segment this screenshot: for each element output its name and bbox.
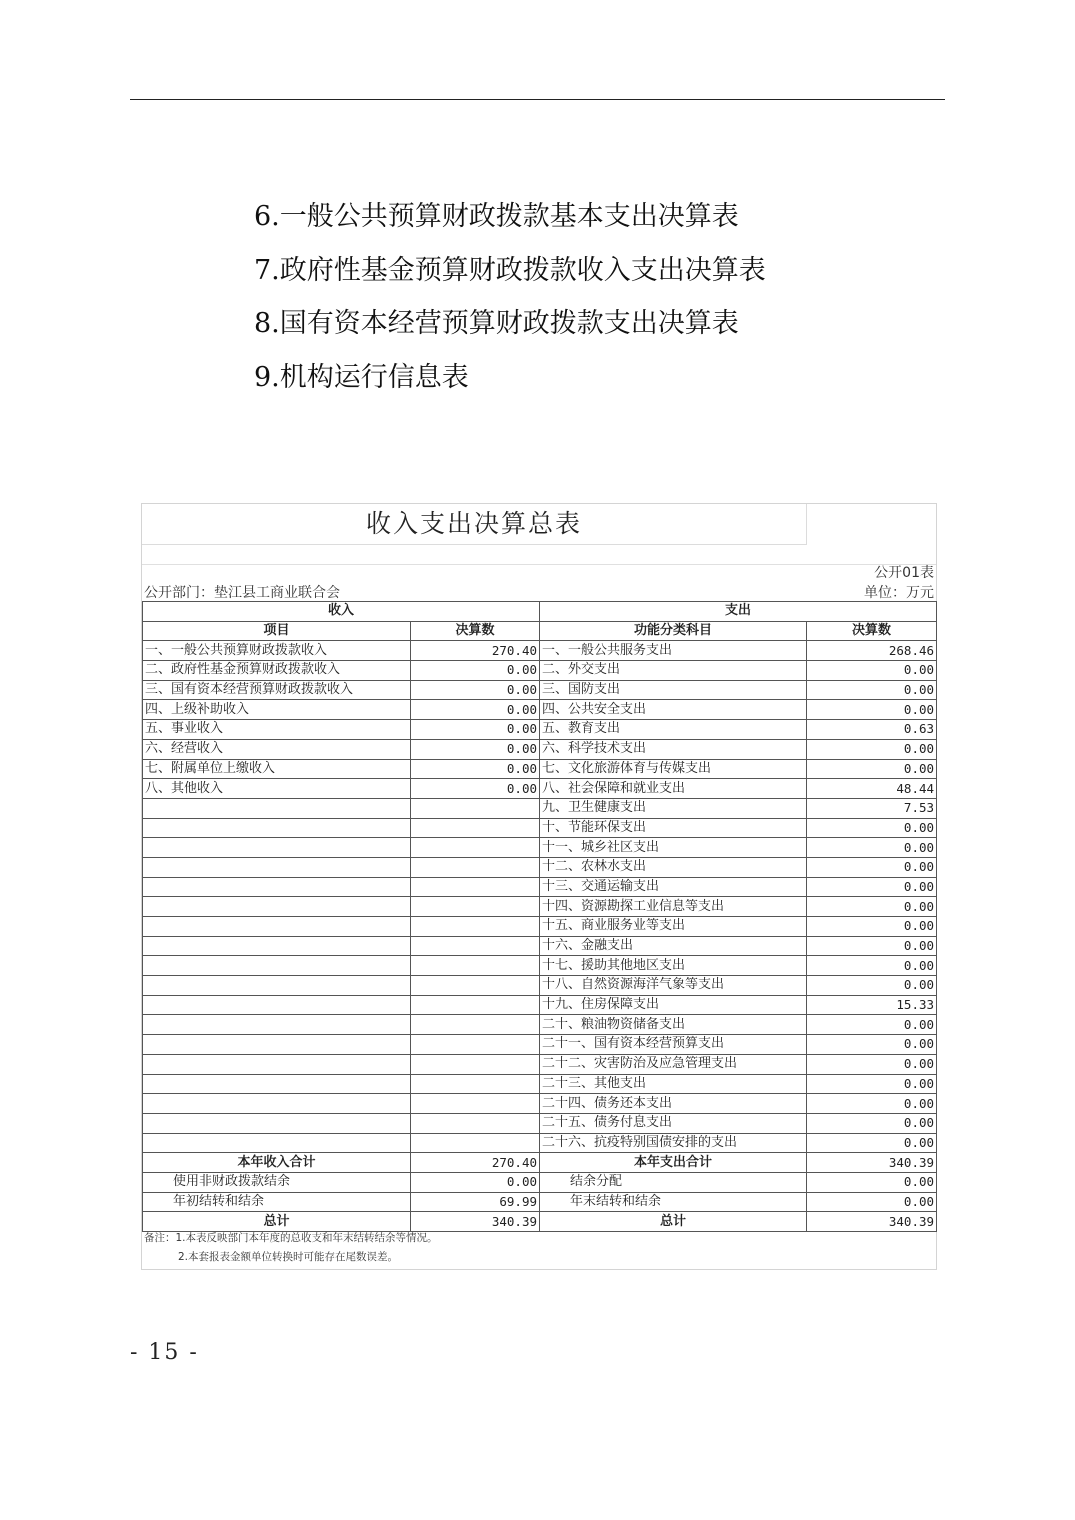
income-amount-cell <box>411 956 540 976</box>
table-number: 公开01表 <box>874 565 934 581</box>
income-item-cell: 三、国有资本经营预算财政拨款收入 <box>143 680 411 700</box>
expense-amount-cell: 0.00 <box>807 680 937 700</box>
expense-item-cell: 十、节能环保支出 <box>540 818 807 838</box>
income-item-cell: 五、事业收入 <box>143 720 411 740</box>
expense-amount-cell: 0.00 <box>807 759 937 779</box>
expense-item-cell: 二、外交支出 <box>540 661 807 681</box>
nonfiscal-label: 使用非财政拨款结余 <box>143 1172 411 1192</box>
table-row <box>143 1035 937 1055</box>
expense-amount-cell: 0.00 <box>807 1094 937 1114</box>
table-row <box>143 641 937 661</box>
income-item-cell <box>143 1113 411 1133</box>
income-item-cell: 八、其他收入 <box>143 779 411 799</box>
income-amount-cell <box>411 995 540 1015</box>
header-rule <box>130 99 945 100</box>
department-label: 公开部门：垫江县工商业联合会 <box>144 585 340 601</box>
surplus-value: 0.00 <box>807 1172 937 1192</box>
income-amount-cell <box>411 897 540 917</box>
income-amount-cell <box>411 818 540 838</box>
income-header: 收入 <box>143 602 540 622</box>
expense-item-cell: 八、社会保障和就业支出 <box>540 779 807 799</box>
income-amount-cell <box>411 1015 540 1035</box>
section-header-row <box>143 602 937 622</box>
income-amount-cell <box>411 1035 540 1055</box>
table-row <box>143 976 937 996</box>
income-item-cell <box>143 1054 411 1074</box>
expense-item-cell: 二十四、债务还本支出 <box>540 1094 807 1114</box>
expense-item-cell: 一、一般公共服务支出 <box>540 641 807 661</box>
income-item-cell <box>143 897 411 917</box>
expense-item-cell: 二十六、抗疫特别国债安排的支出 <box>540 1133 807 1153</box>
table-row <box>143 739 937 759</box>
col-item-header: 项目 <box>143 621 411 641</box>
table-row <box>143 1054 937 1074</box>
table-row <box>143 917 937 937</box>
income-item-cell: 七、附属单位上缴收入 <box>143 759 411 779</box>
expense-total-value: 340.39 <box>807 1153 937 1173</box>
table-row <box>143 1113 937 1133</box>
expense-amount-cell: 0.00 <box>807 897 937 917</box>
income-item-cell <box>143 995 411 1015</box>
table-row <box>143 995 937 1015</box>
expense-amount-cell: 0.00 <box>807 976 937 996</box>
expense-amount-cell: 15.33 <box>807 995 937 1015</box>
col-amount-header: 决算数 <box>411 621 540 641</box>
income-item-cell <box>143 818 411 838</box>
income-amount-cell <box>411 917 540 937</box>
expense-item-cell: 二十五、债务付息支出 <box>540 1113 807 1133</box>
expense-item-cell: 二十三、其他支出 <box>540 1074 807 1094</box>
page-number: - 15 - <box>130 1340 199 1365</box>
income-amount-cell <box>411 1074 540 1094</box>
note-line: 备注：1.本表反映部门本年度的总收支和年末结转结余等情况。 <box>144 1232 438 1244</box>
income-amount-cell: 0.00 <box>411 700 540 720</box>
expense-amount-cell: 0.00 <box>807 1035 937 1055</box>
begin-balance-value: 69.99 <box>411 1192 540 1212</box>
income-amount-cell <box>411 798 540 818</box>
income-item-cell <box>143 936 411 956</box>
table-row <box>143 838 937 858</box>
total-row <box>143 1153 937 1173</box>
income-amount-cell <box>411 1094 540 1114</box>
spreadsheet-image <box>141 503 937 1270</box>
income-total-label: 本年收入合计 <box>143 1153 411 1173</box>
income-amount-cell: 0.00 <box>411 661 540 681</box>
expense-amount-cell: 0.00 <box>807 1074 937 1094</box>
unit-label: 单位：万元 <box>864 585 934 601</box>
table-row <box>143 798 937 818</box>
expense-item-cell: 十一、城乡社区支出 <box>540 838 807 858</box>
expense-item-cell: 十八、自然资源海洋气象等支出 <box>540 976 807 996</box>
expense-item-cell: 九、卫生健康支出 <box>540 798 807 818</box>
income-item-cell: 四、上级补助收入 <box>143 700 411 720</box>
income-item-cell <box>143 976 411 996</box>
income-item-cell <box>143 1074 411 1094</box>
expense-amount-cell: 0.00 <box>807 661 937 681</box>
expense-header: 支出 <box>540 602 937 622</box>
expense-item-cell: 七、文化旅游体育与传媒支出 <box>540 759 807 779</box>
grand-total-label: 总计 <box>143 1212 411 1232</box>
expense-amount-cell: 0.00 <box>807 1133 937 1153</box>
expense-amount-cell: 0.00 <box>807 700 937 720</box>
income-item-cell: 二、政府性基金预算财政拨款收入 <box>143 661 411 681</box>
expense-amount-cell: 0.00 <box>807 739 937 759</box>
expense-amount-cell: 268.46 <box>807 641 937 661</box>
expense-amount-cell: 0.00 <box>807 857 937 877</box>
expense-item-cell: 十五、商业服务业等支出 <box>540 917 807 937</box>
income-amount-cell: 0.00 <box>411 720 540 740</box>
expense-amount-cell: 48.44 <box>807 779 937 799</box>
expense-item-cell: 十四、资源勘探工业信息等支出 <box>540 897 807 917</box>
expense-amount-cell: 0.00 <box>807 1113 937 1133</box>
end-balance-value: 0.00 <box>807 1192 937 1212</box>
table-row <box>143 1133 937 1153</box>
table-row <box>143 1094 937 1114</box>
expense-total-label: 本年支出合计 <box>540 1153 807 1173</box>
grand-income-value: 340.39 <box>411 1212 540 1232</box>
income-item-cell: 六、经营收入 <box>143 739 411 759</box>
table-row <box>143 956 937 976</box>
expense-item-cell: 五、教育支出 <box>540 720 807 740</box>
income-amount-cell: 0.00 <box>411 779 540 799</box>
income-amount-cell: 0.00 <box>411 680 540 700</box>
income-amount-cell <box>411 877 540 897</box>
toc-item: 8.国有资本经营预算财政拨款支出决算表 <box>254 308 739 339</box>
table-row <box>143 857 937 877</box>
table-row <box>143 700 937 720</box>
income-item-cell <box>143 1015 411 1035</box>
income-item-cell <box>143 956 411 976</box>
expense-item-cell: 四、公共安全支出 <box>540 700 807 720</box>
income-amount-cell: 270.40 <box>411 641 540 661</box>
table-row <box>143 779 937 799</box>
notes <box>144 1229 438 1267</box>
expense-item-cell: 三、国防支出 <box>540 680 807 700</box>
surplus-label: 结余分配 <box>540 1172 807 1192</box>
income-amount-cell: 0.00 <box>411 739 540 759</box>
expense-amount-cell: 7.53 <box>807 798 937 818</box>
table-row <box>143 897 937 917</box>
expense-item-cell: 十七、援助其他地区支出 <box>540 956 807 976</box>
income-amount-cell <box>411 1054 540 1074</box>
expense-item-cell: 十二、农林水支出 <box>540 857 807 877</box>
expense-amount-cell: 0.00 <box>807 818 937 838</box>
income-amount-cell <box>411 838 540 858</box>
income-item-cell <box>143 798 411 818</box>
col-amount2-header: 决算数 <box>807 621 937 641</box>
expense-amount-cell: 0.00 <box>807 1015 937 1035</box>
toc-item: 6.一般公共预算财政拨款基本支出决算表 <box>254 201 739 232</box>
expense-amount-cell: 0.00 <box>807 936 937 956</box>
sheet-title: 收入支出决算总表 <box>142 504 807 545</box>
income-item-cell <box>143 1094 411 1114</box>
table-row <box>143 720 937 740</box>
income-total-value: 270.40 <box>411 1153 540 1173</box>
total-row <box>143 1192 937 1212</box>
expense-item-cell: 二十二、灾害防治及应急管理支出 <box>540 1054 807 1074</box>
end-balance-label: 年末结转和结余 <box>540 1192 807 1212</box>
col-func-header: 功能分类科目 <box>540 621 807 641</box>
income-item-cell <box>143 917 411 937</box>
income-item-cell <box>143 838 411 858</box>
income-item-cell <box>143 1133 411 1153</box>
toc-item: 7.政府性基金预算财政拨款收入支出决算表 <box>254 254 766 286</box>
income-amount-cell <box>411 936 540 956</box>
expense-item-cell: 二十一、国有资本经营预算支出 <box>540 1035 807 1055</box>
expense-item-cell: 二十、粮油物资储备支出 <box>540 1015 807 1035</box>
table-row <box>143 1074 937 1094</box>
table-row <box>143 680 937 700</box>
income-item-cell <box>143 1035 411 1055</box>
toc-item: 9.机构运行信息表 <box>254 361 469 393</box>
expense-amount-cell: 0.00 <box>807 917 937 937</box>
income-item-cell <box>143 877 411 897</box>
grand-total-label: 总计 <box>540 1212 807 1232</box>
summary-table <box>142 601 937 1232</box>
expense-amount-cell: 0.00 <box>807 877 937 897</box>
table-row <box>143 1015 937 1035</box>
nonfiscal-value: 0.00 <box>411 1172 540 1192</box>
expense-item-cell: 六、科学技术支出 <box>540 739 807 759</box>
total-row <box>143 1172 937 1192</box>
table-row <box>143 759 937 779</box>
expense-amount-cell: 0.00 <box>807 1054 937 1074</box>
income-item-cell <box>143 857 411 877</box>
income-amount-cell <box>411 857 540 877</box>
begin-balance-label: 年初结转和结余 <box>143 1192 411 1212</box>
expense-amount-cell: 0.00 <box>807 838 937 858</box>
table-row <box>143 818 937 838</box>
expense-amount-cell: 0.63 <box>807 720 937 740</box>
income-amount-cell <box>411 1113 540 1133</box>
sheet-gridline <box>142 544 936 565</box>
table-row <box>143 936 937 956</box>
table-row <box>143 877 937 897</box>
expense-item-cell: 十三、交通运输支出 <box>540 877 807 897</box>
income-amount-cell: 0.00 <box>411 759 540 779</box>
grand-expense-value: 340.39 <box>807 1212 937 1232</box>
income-amount-cell <box>411 976 540 996</box>
toc-list <box>254 190 766 404</box>
table-row <box>143 661 937 681</box>
note-line: 2.本套报表金额单位转换时可能存在尾数误差。 <box>178 1251 399 1263</box>
column-header-row <box>143 621 937 641</box>
income-amount-cell <box>411 1133 540 1153</box>
expense-item-cell: 十六、金融支出 <box>540 936 807 956</box>
income-item-cell: 一、一般公共预算财政拨款收入 <box>143 641 411 661</box>
expense-amount-cell: 0.00 <box>807 956 937 976</box>
expense-item-cell: 十九、住房保障支出 <box>540 995 807 1015</box>
